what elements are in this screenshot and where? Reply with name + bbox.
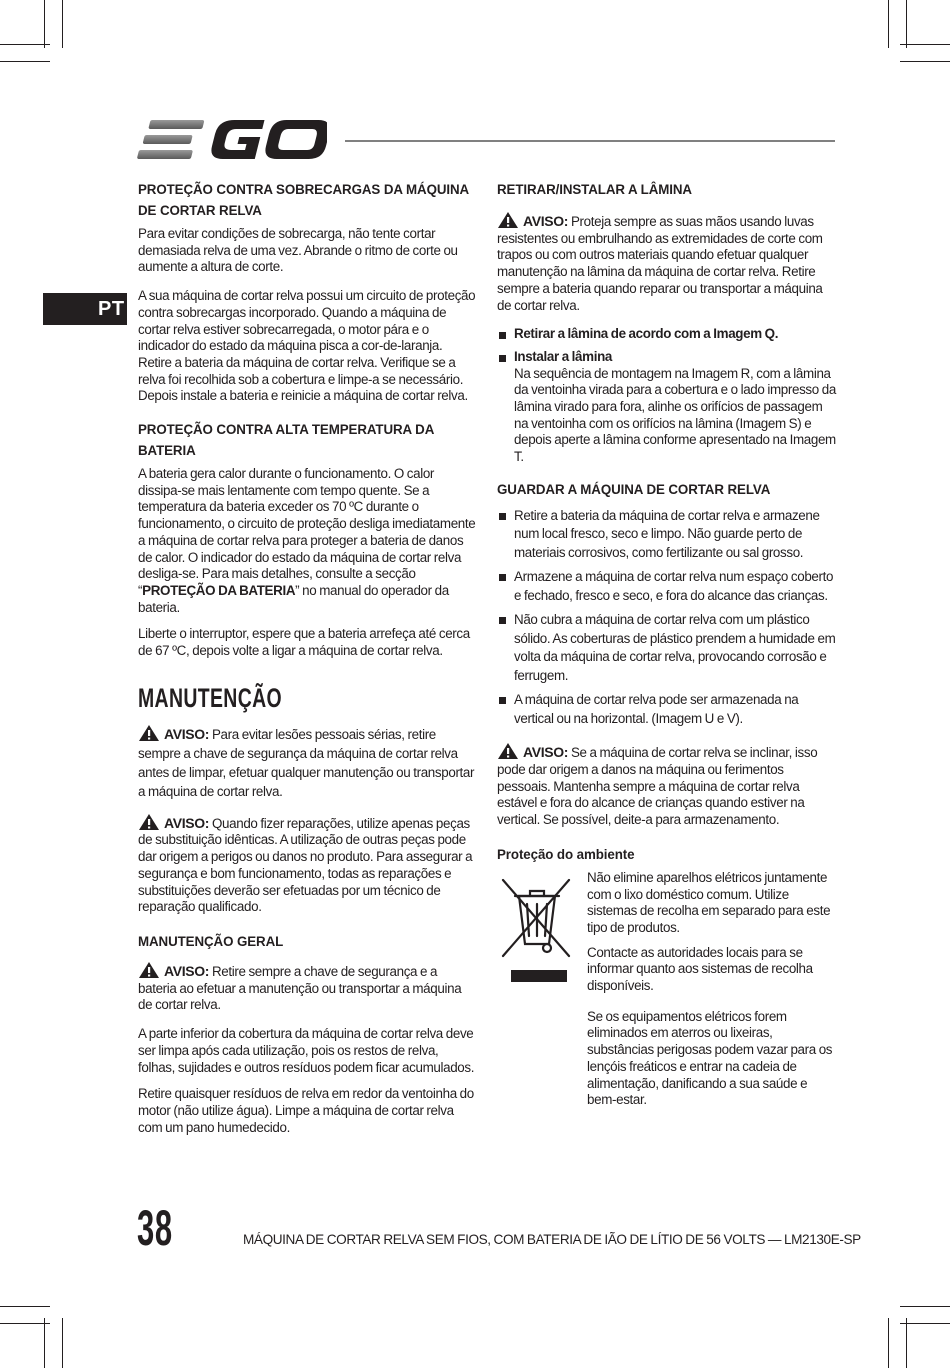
warning-triangle-icon: [497, 211, 519, 229]
paragraph: Para evitar condições de sobrecarga, não tente cortar demasiada relva de uma vez. Abrande o ritmo de corte ou aumente a altura de corte.: [138, 226, 458, 275]
crop-mark: [44, 1318, 45, 1368]
crop-mark: [62, 1318, 63, 1368]
crop-mark: [900, 61, 950, 62]
blade-steps-list: [497, 326, 837, 466]
paragraph-text: ” no manual do operador da bateria.: [138, 582, 449, 615]
list-item: [497, 568, 837, 605]
warning-triangle-icon: [138, 724, 160, 742]
heading-line: PROTEÇÃO CONTRA ALTA TEMPERATURA DA: [138, 422, 435, 439]
warning-paragraph: [138, 813, 478, 916]
crop-mark: [900, 1323, 950, 1324]
crop-mark: [888, 0, 889, 48]
paragraph: Não elimine aparelhos elétricos juntamente com o lixo doméstico comum. Utilize sistemas de recolha em separado para este tipo de produtos.: [587, 869, 831, 935]
list-item-title: Instalar a lâmina: [514, 348, 612, 364]
bullet-square-icon: [499, 574, 506, 581]
paragraph: Contacte as autoridades locais para se informar quanto aos sistemas de recolha disponíveis.: [587, 944, 813, 994]
warning-text: Para evitar lesões pessoais sérias, retire sempre a chave de segurança da máquina de cortar relva antes de limpar, efetuar qualquer manutenção ou transportar a máquina de cortar relva.: [138, 726, 475, 799]
list-item: [497, 507, 837, 563]
list-item: [497, 326, 837, 343]
list-item: [497, 691, 837, 728]
warning-label: AVISO:: [523, 744, 569, 761]
warning-triangle-icon: [138, 961, 160, 979]
warning-label: AVISO:: [164, 814, 210, 831]
ego-logo: [137, 118, 327, 162]
crop-mark: [906, 0, 907, 48]
warning-paragraph: [138, 961, 478, 1014]
header-rule: [345, 140, 835, 142]
list-item-text: Retire a bateria da máquina de cortar relva e armazene num local fresco, seco e limpo. Não guarde perto de materiais corrosivos, como fertilizante ou sal grosso.: [514, 507, 820, 560]
crop-mark: [0, 1323, 50, 1324]
warning-text: Se a máquina de cortar relva se inclinar, isso pode dar origem a danos na máquina ou ferimentos pessoais. Mantenha sempre a máquina de cortar relva estável e fora do alcance de crianças quando estiver na vertical. Se possível, deite-a para armazenamento.: [497, 745, 818, 828]
paragraph-text: A bateria gera calor durante o funcionamento. O calor dissipa-se mais lentamente com tempo quente. Se a temperatura da bateria exceder os 70 ºC durante o funcionamento, o circuito de proteção desliga imediatamente a máquina de cortar relva para proteger a bateria de danos de calor. O indicador do estado da máquina de cortar relva desliga-se. Para mais detalhes, consulte a secção “: [138, 466, 476, 598]
section-heading: RETIRAR/INSTALAR A LÂMINA: [497, 182, 692, 198]
bullet-square-icon: [499, 697, 506, 704]
crop-mark: [44, 0, 45, 48]
warning-text: Quando fizer reparações, utilize apenas peças de substituição idênticas. A utilização de outras peças pode dar origem a perigos ou danos no produto. Para assegurar a segurança e bom funcionamento, todas as reparações e substituições deverão ser efetuadas por um técnico de reparação qualificado.: [138, 815, 473, 915]
crop-mark: [62, 0, 63, 48]
bullet-square-icon: [499, 355, 506, 362]
environment-block: [497, 870, 837, 1109]
warning-label: AVISO:: [164, 725, 210, 742]
list-item-text: Retirar a lâmina de acordo com a Imagem Q.: [514, 326, 779, 342]
warning-text: Proteja sempre as suas mãos usando luvas resistentes ou embrulhando as extremidades de corte com trapos ou com outros materiais quando efetuar qualquer manutenção na lâmina da máquina de cortar relva. Retire sempre a bateria quando reparar ou transportar a máquina de cortar relva.: [497, 214, 823, 313]
footer-text: MÁQUINA DE CORTAR RELVA SEM FIOS, COM BATERIA DE IÃO DE LÍTIO DE 56 VOLTS — LM2130E-SP: [243, 1232, 861, 1247]
section-heading: [138, 420, 476, 462]
crop-mark: [900, 1306, 950, 1307]
environment-text: [587, 870, 837, 1109]
paragraph: A parte inferior da cobertura da máquina de cortar relva deve ser limpa após cada utilização, pois os restos de relva, folhas, sujidades e outros resíduos podem ficar acumulados.: [138, 1026, 475, 1075]
heading-line: PROTEÇÃO CONTRA SOBRECARGAS DA MÁQUINA: [138, 182, 470, 198]
crop-mark: [900, 44, 950, 45]
crop-mark: [906, 1318, 907, 1368]
crop-mark: [0, 1306, 50, 1307]
heading-line: BATERIA: [138, 443, 196, 460]
page-number: 38: [137, 1200, 173, 1256]
warning-paragraph: [497, 211, 837, 314]
section-heading: GUARDAR A MÁQUINA DE CORTAR RELVA: [497, 481, 771, 498]
warning-text: Retire sempre a chave de segurança e a bateria ao efetuar a manutenção ou transportar a máquina de cortar relva.: [138, 963, 462, 1013]
heading-line: DE CORTAR RELVA: [138, 203, 262, 219]
section-heading: [138, 180, 476, 222]
language-tab: PT: [43, 293, 127, 325]
list-item: [497, 349, 837, 466]
paragraph-emphasis: PROTEÇÃO DA BATERIA: [142, 582, 296, 598]
bullet-square-icon: [499, 617, 506, 624]
bullet-square-icon: [499, 513, 506, 520]
list-item-text: Armazene a máquina de cortar relva num espaço coberto e fechado, fresco e seco, e fora do alcance das crianças.: [514, 569, 834, 603]
warning-triangle-icon: [138, 813, 160, 831]
paragraph: Se os equipamentos elétricos forem eliminados em aterros ou lixeiras, substâncias perigosas podem vazar para os lençóis freáticos e entrar na cadeia de alimentação, danificando a sua saúde e bem-estar.: [587, 1008, 833, 1108]
maintenance-title: MANUTENÇÃO: [138, 682, 282, 713]
list-item-text: A máquina de cortar relva pode ser armazenada na vertical ou na horizontal. (Imagem U e V).: [514, 692, 799, 726]
warning-label: AVISO:: [523, 213, 569, 229]
warning-paragraph: [497, 742, 837, 829]
crop-mark: [0, 61, 50, 62]
left-column: [138, 180, 478, 1136]
warning-paragraph: [138, 724, 478, 801]
section-heading: MANUTENÇÃO GERAL: [138, 933, 284, 950]
paragraph: [138, 466, 478, 616]
section-heading: Proteção do ambiente: [497, 846, 635, 863]
paragraph: Liberte o interruptor, espere que a bateria arrefeça até cerca de 67 ºC, depois volte a ligar a máquina de cortar relva.: [138, 626, 470, 659]
warning-label: AVISO:: [164, 962, 210, 979]
list-item-text: Não cubra a máquina de cortar relva com um plástico sólido. As coberturas de plástico prendem a humidade em volta da máquina de cortar relva, provocando corrosão e ferrugem.: [514, 612, 836, 683]
paragraph: A sua máquina de cortar relva possui um circuito de proteção contra sobrecargas incorporado. Quando a máquina de cortar relva estiver sobrecarregada, o motor pára e o indicador do estado da máquina pisca a cor-de-laranja. Retire a bateria da máquina de cortar relva. Verifique se a relva foi recolhida sob a cobertura e limpe-a se necessário. Depois instale a bateria e reinicie a máquina de cortar relva.: [138, 288, 476, 404]
crop-mark: [0, 44, 50, 45]
crossed-out-wheelie-bin-icon: [497, 874, 575, 986]
right-column: [497, 180, 837, 1109]
list-item: [497, 611, 837, 685]
paragraph: Retire quaisquer resíduos de relva em redor da ventoinha do motor (não utilize água). Limpe a máquina de cortar relva com um pano humedecido.: [138, 1086, 474, 1135]
storage-list: [497, 507, 837, 729]
crop-mark: [888, 1318, 889, 1368]
bullet-square-icon: [499, 332, 506, 339]
list-item-text: Na sequência de montagem na Imagem R, com a lâmina da ventoinha virada para a cobertura e o lado impresso da lâmina virado para fora, alinhe os orifícios de passagem na ventoinha com os orifícios na lâmina (Imagem S) e depois aperte a lâmina conforme apresentado na Imagem T.: [514, 365, 836, 465]
warning-triangle-icon: [497, 742, 519, 760]
